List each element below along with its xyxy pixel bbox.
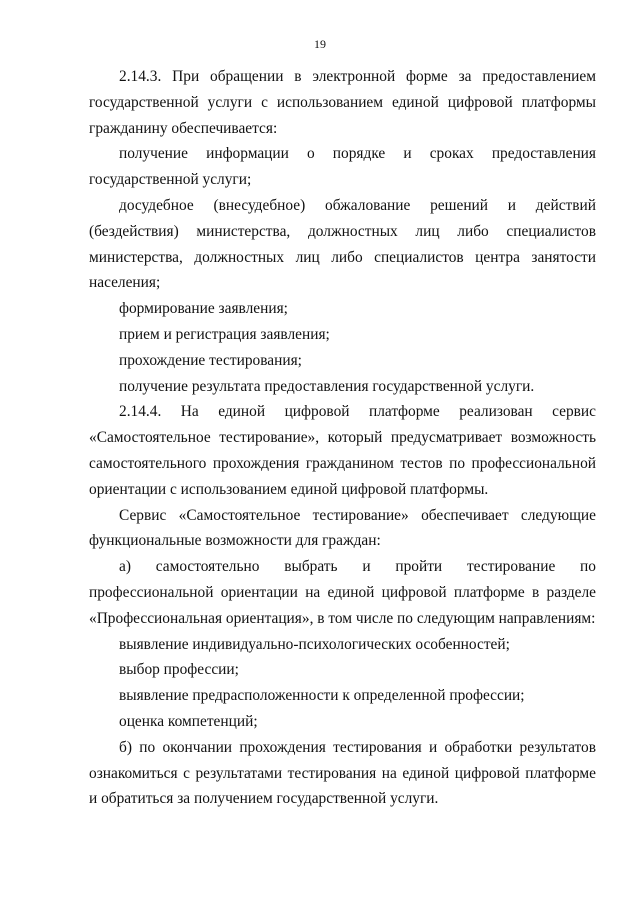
list-item-psychological: выявление индивидуально-психологических особенностей; <box>119 635 510 653</box>
document-body <box>89 64 596 812</box>
list-item-profession-choice: выбор профессии; <box>119 661 239 679</box>
paragraph-2-14-3: 2.14.3. При обращении в электронной форме за предоставлением государственной услуги с использованием единой цифровой платформы гражданину обеспечивается: <box>89 68 596 137</box>
paragraph-option-a: а) самостоятельно выбрать и пройти тестирование по профессиональной ориентации на единой цифровой платформе в разделе «Профессиональная ориентация», в том числе по следующим направлениям: <box>89 558 596 627</box>
page-number: 19 <box>314 37 326 51</box>
paragraph-2-14-4: 2.14.4. На единой цифровой платформе реализован сервис «Самостоятельное тестирование», который предусматривает возможность самостоятельного прохождения гражданином тестов по профессиональной ориентации с использованием единой цифровой платформы. <box>89 403 596 498</box>
list-item-competence: оценка компетенций; <box>119 712 258 730</box>
list-item-info: получение информации о порядке и сроках предоставления государственной услуги; <box>89 145 596 189</box>
list-item-result: получение результата предоставления государственной услуги. <box>119 377 535 395</box>
list-item-application-registration: прием и регистрация заявления; <box>119 325 330 343</box>
list-item-appeal: досудебное (внесудебное) обжалование решений и действий (бездействия) министерства, должностных лиц либо специалистов министерства, должностных лиц либо специалистов центра занятости населения; <box>89 196 596 292</box>
list-item-predisposition: выявление предрасположенности к определенной профессии; <box>119 687 525 705</box>
paragraph-service-capabilities: Сервис «Самостоятельное тестирование» обеспечивает следующие функциональные возможности для граждан: <box>89 506 596 550</box>
list-item-application-forming: формирование заявления; <box>119 300 288 318</box>
list-item-testing: прохождение тестирования; <box>119 351 302 369</box>
paragraph-option-b: б) по окончании прохождения тестирования и обработки результатов ознакомиться с результатами тестирования на единой цифровой платформе и обратиться за получением государственной услуги. <box>89 738 596 808</box>
